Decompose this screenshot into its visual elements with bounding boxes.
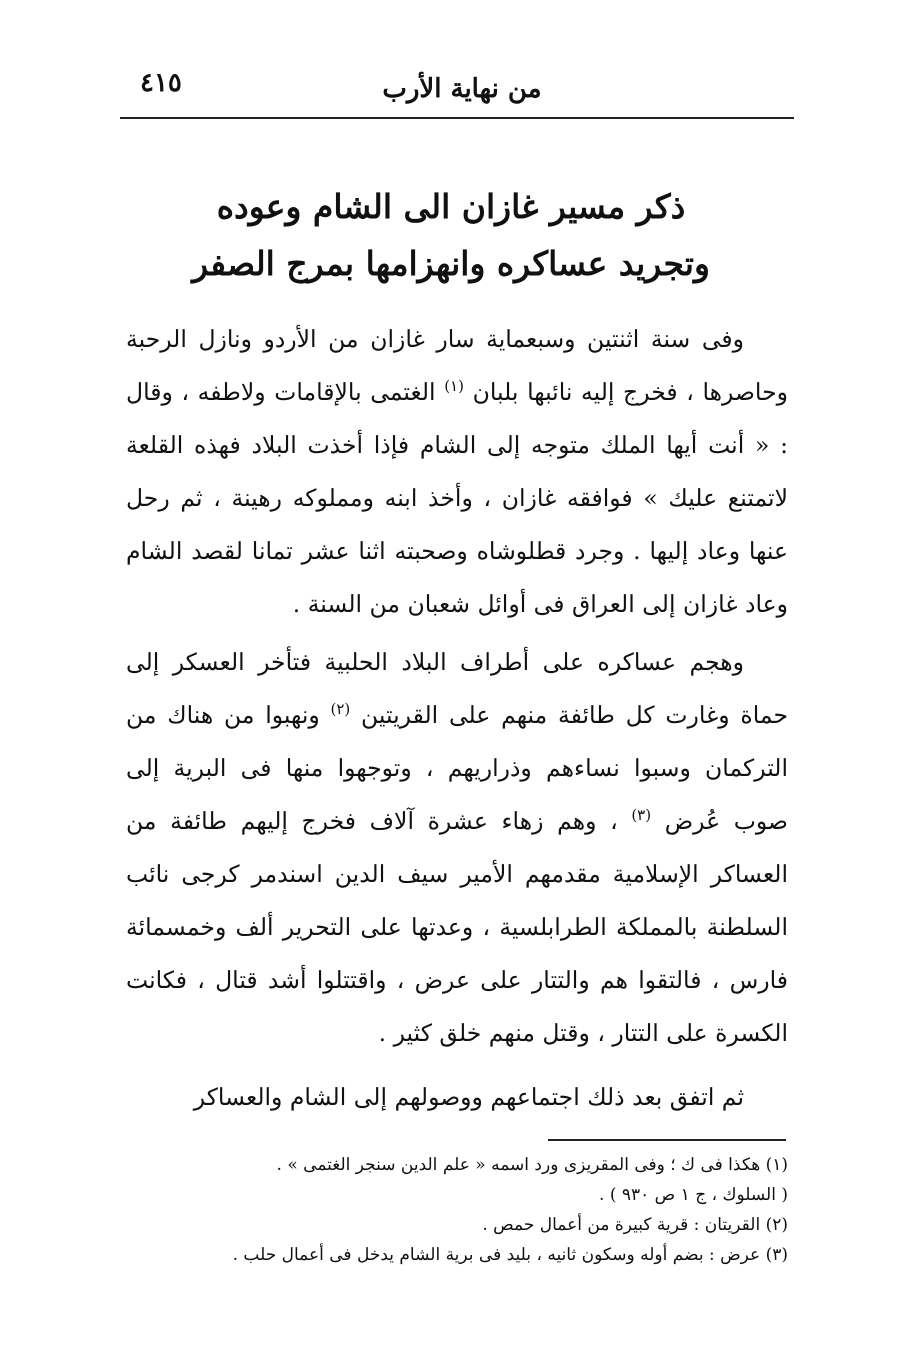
footnote-2: (٢) القريتان : قرية كبيرة من أعمال حمص . (482, 1215, 788, 1235)
footnote-1: (١) هكذا فى ك ؛ وفى المقريزى ورد اسمه « علم الدين سنجر الغتمى » . (276, 1155, 788, 1175)
chapter-title-line-1: ذكر مسير غازان الى الشام وعوده (216, 187, 686, 226)
chapter-title-line-2: وتجريد عساكره وانهزامها بمرج الصفر (192, 244, 710, 283)
footnote-3: (٣) عرض : بضم أوله وسكون ثانيه ، بليد فى برية الشام يدخل فى أعمال حلب . (232, 1245, 788, 1265)
paragraph-text-part: ، وهم زهاء عشرة آلاف فخرج إليهم طائفة من العساكر الإسلامية مقدمهم الأمير سيف الدين اسندمر كرجى نائب السلطنة بالمملكة الطرابلسية ، وعدتها على التحرير ألف وخمسمائة فارس ، فالتقوا هم والتتار على عرض ، واقتتلوا أشد قتال ، فكانت الكسرة على التتار ، وقتل منهم خلق كثير . (126, 807, 788, 1047)
paragraph-2 (126, 636, 788, 1060)
paragraph-text-part: الغتمى بالإقامات ولاطفه ، وقال : « أنت أيها الملك متوجه إلى الشام فإذا أخذت البلاد فهذه القلعة لاتمتنع عليك » فوافقه غازان ، وأخذ ابنه ومملوكه رهينة ، ثم رحل عنها وعاد إليها . وجرد قطلوشاه وصحبته اثنا عشر تمانا لقصد الشام وعاد غازان إلى العراق فى أوائل شعبان من السنة . (126, 378, 788, 618)
page-header (140, 68, 784, 112)
paragraph-text-part: وهجم عساكره على أطراف البلاد الحلبية فتأخر العسكر إلى حماة وغارت كل طائفة منهم على القريتين (126, 648, 788, 729)
chapter-title (150, 178, 752, 292)
footnote-rule (548, 1139, 786, 1141)
paragraph-text (126, 313, 788, 631)
paragraph-text-part: ونهبوا من هناك من التركمان وسبوا نساءهم وذراريهم ، وتوجهوا منها فى البرية إلى صوب عُرض (126, 701, 788, 835)
paragraph-text-part: وفى سنة اثنتين وسبعماية سار غازان من الأردو ونازل الرحبة وحاصرها ، فخرج إليه نائبها بلبان (126, 325, 788, 406)
paragraph-3 (126, 1071, 788, 1124)
paragraph-1 (126, 313, 788, 631)
paragraph-text (126, 636, 788, 1060)
footnote-reference[interactable]: (٢) (330, 700, 351, 719)
header-rule (120, 117, 794, 119)
footnotes (130, 1150, 788, 1270)
running-title: من نهاية الأرب (382, 74, 542, 104)
paragraph-text: ثم اتفق بعد ذلك اجتماعهم ووصولهم إلى الشام والعساكر (193, 1083, 744, 1111)
footnote-reference[interactable]: (٣) (631, 806, 652, 825)
page-number: ٤١٥ (140, 68, 182, 98)
footnote-reference[interactable]: (١) (444, 377, 464, 396)
footnote-1-continued: ( السلوك ، ج ١ ص ٩٣٠ ) . (599, 1185, 788, 1205)
